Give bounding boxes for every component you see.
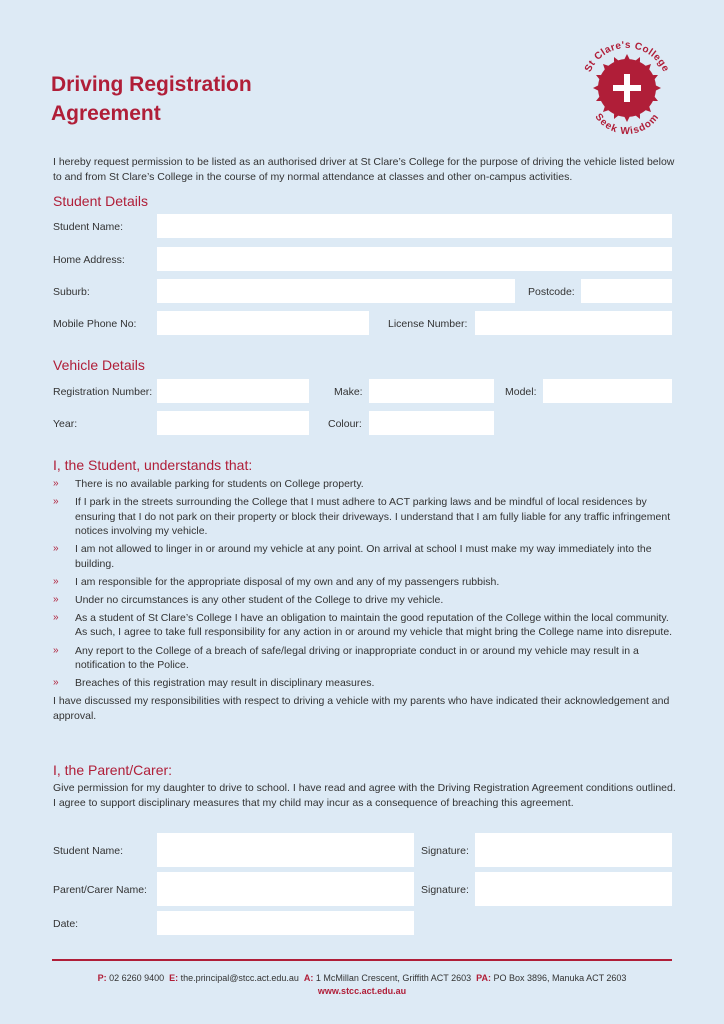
phone-key: P: (97, 973, 107, 983)
date-label: Date: (53, 918, 79, 930)
signature-field-2[interactable] (475, 872, 672, 906)
mobile-field[interactable] (157, 311, 369, 335)
email-value[interactable]: the.principal@stcc.act.edu.au (180, 973, 299, 983)
year-label: Year: (53, 418, 78, 430)
year-field[interactable] (157, 411, 309, 435)
home-address-label: Home Address: (53, 254, 125, 266)
student-name-field[interactable] (157, 214, 672, 238)
list-item (53, 477, 678, 492)
phone-value: 02 6260 9400 (109, 973, 165, 983)
vehicle-details-heading: Vehicle Details (53, 357, 145, 373)
list-item-text: Any report to the College of a breach of safe/legal driving or inappropriate conduct in or around my vehicle may result in a notification to the Police. (75, 644, 639, 672)
parent-student-name-label: Student Name: (53, 845, 124, 857)
parent-name-label: Parent/Carer Name: (53, 884, 147, 896)
suburb-label: Suburb: (53, 286, 90, 298)
college-logo (575, 36, 679, 140)
website-link[interactable]: www.stcc.act.edu.au (317, 986, 407, 996)
title-line-1: Driving Registration (51, 73, 252, 96)
parent-permission-text: Give permission for my daughter to drive to school. I have read and agree with the Driving Registration Agreement conditions outlined. I agree to support disciplinary measures that my child may incur as a consequence of breaching this agreement. (53, 782, 676, 809)
list-item (53, 575, 678, 590)
bullet-icon: » (53, 611, 59, 623)
footer-divider (52, 959, 672, 961)
bullet-icon: » (53, 575, 59, 587)
list-item (53, 593, 678, 608)
parent-student-name-field[interactable] (157, 833, 414, 867)
postal-key: PA: (476, 973, 491, 983)
postcode-field[interactable] (581, 279, 672, 303)
make-label: Make: (334, 386, 363, 398)
understanding-list (53, 477, 678, 723)
make-field[interactable] (369, 379, 494, 403)
list-item (53, 676, 678, 691)
license-field[interactable] (475, 311, 672, 335)
list-item (53, 611, 678, 640)
list-item-text: If I park in the streets surrounding the College that I must adhere to ACT parking laws and be mindful of local residences by ensuring that I do not park on their property or block their driveways. I understand that I am fully liable for any traffic infringement notices involving my vehicle. (75, 496, 671, 538)
intro-text: I hereby request permission to be listed as an authorised driver at St Clare’s College for the purpose of driving the vehicle listed below to and from St Clare’s College in the course of my normal attendance at classes and other on-campus activities. (53, 156, 675, 183)
list-item-text: I am responsible for the appropriate disposal of my own and any of my passengers rubbish. (75, 575, 500, 588)
parent-heading: I, the Parent/Carer: (53, 762, 173, 778)
address-key: A: (303, 973, 314, 983)
list-item-text: Under no circumstances is any other student of the College to drive my vehicle. (75, 593, 444, 606)
signature-field-1[interactable] (475, 833, 672, 867)
bullet-icon: » (53, 496, 59, 508)
list-item (53, 542, 678, 571)
student-details-heading: Student Details (53, 193, 148, 209)
bullet-icon: » (53, 478, 59, 489)
list-item-text: I am not allowed to linger in or around my vehicle at any point. On arrival at school I must make my way immediately into the building. (75, 543, 652, 570)
list-item-text: Breaches of this registration may result in disciplinary measures. (75, 677, 375, 690)
title-line-2: Agreement (51, 102, 161, 125)
postcode-label: Postcode: (528, 286, 575, 298)
cross-seal-icon (575, 36, 679, 140)
bullet-icon: » (53, 543, 59, 555)
model-label: Model: (505, 386, 537, 398)
date-field[interactable] (157, 911, 414, 935)
signature-label-1: Signature: (421, 845, 469, 857)
home-address-field[interactable] (157, 247, 672, 271)
acknowledgement-text: I have discussed my responsibilities with respect to driving a vehicle with my parents who have indicated their acknowledgement and approval. (53, 695, 670, 722)
list-item (53, 495, 678, 539)
colour-label: Colour: (328, 418, 362, 430)
license-label: License Number: (388, 318, 468, 330)
bullet-icon: » (53, 593, 59, 605)
footer-contact (52, 972, 672, 998)
list-item-text: As a student of St Clare’s College I have an obligation to maintain the good reputation of the College within the local community. As such, I agree to take full responsibility for any action in or around my vehicle that might bring the College name into disrepute. (75, 611, 673, 639)
logo-text-bottom: Seek Wisdom (592, 111, 662, 138)
bullet-icon: » (53, 677, 59, 689)
page-title (51, 70, 252, 128)
model-field[interactable] (543, 379, 672, 403)
list-item (53, 644, 678, 673)
registration-label: Registration Number: (53, 386, 153, 398)
signature-label-2: Signature: (421, 884, 469, 896)
student-understands-heading: I, the Student, understands that: (53, 457, 253, 473)
student-name-label: Student Name: (53, 221, 124, 233)
registration-field[interactable] (157, 379, 309, 403)
suburb-field[interactable] (157, 279, 515, 303)
postal-value: PO Box 3896, Manuka ACT 2603 (493, 973, 627, 983)
parent-name-field[interactable] (157, 872, 414, 906)
list-item-text: There is no available parking for students on College property. (75, 478, 364, 490)
bullet-icon: » (53, 644, 59, 656)
logo-text-top: St Clare's College (582, 39, 672, 74)
email-key: E: (169, 973, 179, 983)
mobile-label: Mobile Phone No: (53, 318, 137, 330)
address-value: 1 McMillan Crescent, Griffith ACT 2603 (315, 973, 472, 983)
colour-field[interactable] (369, 411, 494, 435)
